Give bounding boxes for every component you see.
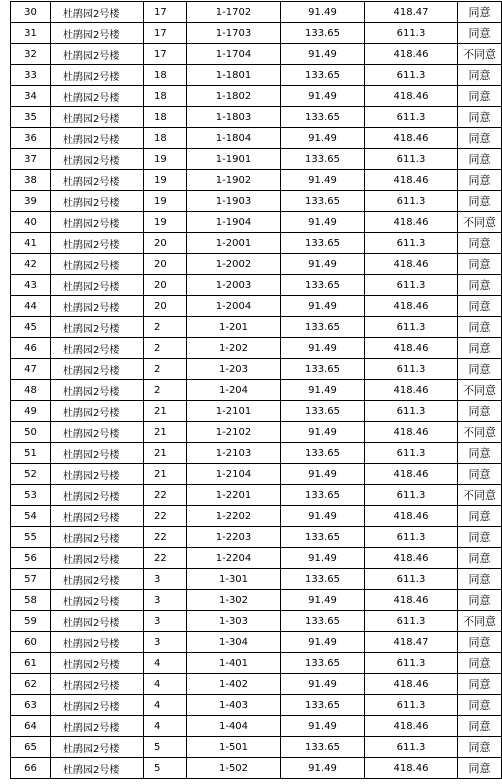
building-cell: 杜鹃园2号楼 [51, 443, 144, 464]
floor-cell: 22 [144, 485, 187, 506]
amount-cell: 418.46 [365, 128, 458, 149]
table-row [11, 275, 502, 296]
floor-cell: 19 [144, 212, 187, 233]
amount-cell: 418.46 [365, 212, 458, 233]
area-cell: 133.65 [281, 653, 365, 674]
floor-cell: 3 [144, 590, 187, 611]
building-cell: 杜鹃园2号楼 [51, 254, 144, 275]
vote-cell: 同意 [458, 170, 502, 191]
floor-cell: 19 [144, 191, 187, 212]
unit-number-cell: 1-201 [187, 317, 281, 338]
table-row [11, 485, 502, 506]
floor-cell: 18 [144, 128, 187, 149]
floor-cell: 22 [144, 527, 187, 548]
building-cell: 杜鹃园2号楼 [51, 65, 144, 86]
row-number-cell: 40 [11, 212, 51, 233]
floor-cell: 18 [144, 65, 187, 86]
floor-cell: 21 [144, 401, 187, 422]
amount-cell: 611.3 [365, 191, 458, 212]
unit-number-cell: 1-1801 [187, 65, 281, 86]
amount-cell: 418.46 [365, 548, 458, 569]
building-cell: 杜鹃园2号楼 [51, 590, 144, 611]
area-cell: 91.49 [281, 212, 365, 233]
area-cell: 133.65 [281, 317, 365, 338]
amount-cell: 418.46 [365, 86, 458, 107]
building-cell: 杜鹃园2号楼 [51, 128, 144, 149]
amount-cell: 418.46 [365, 590, 458, 611]
table-row [11, 422, 502, 443]
unit-number-cell: 1-1902 [187, 170, 281, 191]
vote-cell: 同意 [458, 695, 502, 716]
area-cell: 91.49 [281, 254, 365, 275]
vote-cell: 同意 [458, 191, 502, 212]
vote-cell: 同意 [458, 674, 502, 695]
area-cell: 91.49 [281, 464, 365, 485]
table-row [11, 569, 502, 590]
amount-cell: 611.3 [365, 65, 458, 86]
floor-cell: 2 [144, 338, 187, 359]
unit-number-cell: 1-2002 [187, 254, 281, 275]
vote-cell: 同意 [458, 233, 502, 254]
building-cell: 杜鹃园2号楼 [51, 527, 144, 548]
row-number-cell: 45 [11, 317, 51, 338]
floor-cell: 3 [144, 632, 187, 653]
area-cell: 91.49 [281, 758, 365, 779]
vote-cell: 同意 [458, 653, 502, 674]
row-number-cell: 62 [11, 674, 51, 695]
unit-number-cell: 1-1903 [187, 191, 281, 212]
row-number-cell: 57 [11, 569, 51, 590]
area-cell: 91.49 [281, 422, 365, 443]
floor-cell: 2 [144, 317, 187, 338]
amount-cell: 418.46 [365, 422, 458, 443]
row-number-cell: 46 [11, 338, 51, 359]
floor-cell: 4 [144, 695, 187, 716]
vote-cell: 同意 [458, 506, 502, 527]
area-cell: 91.49 [281, 380, 365, 401]
table-row [11, 527, 502, 548]
area-cell: 91.49 [281, 128, 365, 149]
amount-cell: 418.46 [365, 380, 458, 401]
building-cell: 杜鹃园2号楼 [51, 401, 144, 422]
table-row [11, 506, 502, 527]
vote-cell: 不同意 [458, 44, 502, 65]
floor-cell: 5 [144, 758, 187, 779]
amount-cell: 611.3 [365, 233, 458, 254]
unit-number-cell: 1-303 [187, 611, 281, 632]
building-cell: 杜鹃园2号楼 [51, 275, 144, 296]
vote-cell: 同意 [458, 716, 502, 737]
unit-number-cell: 1-302 [187, 590, 281, 611]
table-row [11, 548, 502, 569]
floor-cell: 20 [144, 275, 187, 296]
area-cell: 133.65 [281, 23, 365, 44]
area-cell: 91.49 [281, 674, 365, 695]
table-row [11, 380, 502, 401]
amount-cell: 611.3 [365, 149, 458, 170]
floor-cell: 4 [144, 653, 187, 674]
unit-number-cell: 1-2104 [187, 464, 281, 485]
unit-number-cell: 1-501 [187, 737, 281, 758]
table-row [11, 464, 502, 485]
building-cell: 杜鹃园2号楼 [51, 569, 144, 590]
building-cell: 杜鹃园2号楼 [51, 506, 144, 527]
floor-cell: 17 [144, 44, 187, 65]
row-number-cell: 44 [11, 296, 51, 317]
floor-cell: 22 [144, 506, 187, 527]
area-cell: 133.65 [281, 233, 365, 254]
amount-cell: 418.46 [365, 170, 458, 191]
amount-cell: 611.3 [365, 653, 458, 674]
row-number-cell: 37 [11, 149, 51, 170]
amount-cell: 611.3 [365, 275, 458, 296]
amount-cell: 611.3 [365, 359, 458, 380]
building-cell: 杜鹃园2号楼 [51, 758, 144, 779]
vote-cell: 同意 [458, 65, 502, 86]
floor-cell: 2 [144, 359, 187, 380]
building-cell: 杜鹃园2号楼 [51, 338, 144, 359]
table-row [11, 23, 502, 44]
amount-cell: 418.46 [365, 296, 458, 317]
table-row [11, 632, 502, 653]
vote-cell: 同意 [458, 23, 502, 44]
unit-number-cell: 1-204 [187, 380, 281, 401]
table-body [11, 2, 502, 779]
row-number-cell: 53 [11, 485, 51, 506]
area-cell: 133.65 [281, 149, 365, 170]
amount-cell: 611.3 [365, 401, 458, 422]
table-row [11, 149, 502, 170]
unit-number-cell: 1-502 [187, 758, 281, 779]
row-number-cell: 66 [11, 758, 51, 779]
floor-cell: 3 [144, 611, 187, 632]
table-row [11, 317, 502, 338]
table-row [11, 758, 502, 779]
unit-number-cell: 1-1904 [187, 212, 281, 233]
vote-cell: 同意 [458, 128, 502, 149]
floor-cell: 20 [144, 296, 187, 317]
area-cell: 133.65 [281, 65, 365, 86]
vote-cell: 不同意 [458, 485, 502, 506]
area-cell: 133.65 [281, 611, 365, 632]
vote-cell: 同意 [458, 2, 502, 23]
row-number-cell: 48 [11, 380, 51, 401]
unit-number-cell: 1-304 [187, 632, 281, 653]
building-cell: 杜鹃园2号楼 [51, 149, 144, 170]
building-cell: 杜鹃园2号楼 [51, 359, 144, 380]
floor-cell: 21 [144, 464, 187, 485]
table-row [11, 254, 502, 275]
floor-cell: 17 [144, 23, 187, 44]
row-number-cell: 39 [11, 191, 51, 212]
amount-cell: 418.46 [365, 506, 458, 527]
vote-cell: 同意 [458, 527, 502, 548]
row-number-cell: 47 [11, 359, 51, 380]
amount-cell: 611.3 [365, 695, 458, 716]
area-cell: 91.49 [281, 44, 365, 65]
amount-cell: 418.46 [365, 758, 458, 779]
amount-cell: 611.3 [365, 611, 458, 632]
building-cell: 杜鹃园2号楼 [51, 464, 144, 485]
vote-cell: 不同意 [458, 611, 502, 632]
table-row [11, 611, 502, 632]
unit-number-cell: 1-2102 [187, 422, 281, 443]
unit-number-cell: 1-401 [187, 653, 281, 674]
vote-cell: 同意 [458, 338, 502, 359]
building-cell: 杜鹃园2号楼 [51, 44, 144, 65]
vote-cell: 同意 [458, 401, 502, 422]
amount-cell: 418.47 [365, 632, 458, 653]
area-cell: 133.65 [281, 443, 365, 464]
amount-cell: 611.3 [365, 443, 458, 464]
area-cell: 133.65 [281, 695, 365, 716]
vote-cell: 同意 [458, 275, 502, 296]
building-cell: 杜鹃园2号楼 [51, 296, 144, 317]
row-number-cell: 30 [11, 2, 51, 23]
table-row [11, 128, 502, 149]
table-row [11, 296, 502, 317]
owner-vote-table [10, 1, 502, 779]
row-number-cell: 43 [11, 275, 51, 296]
vote-cell: 同意 [458, 737, 502, 758]
vote-cell: 同意 [458, 464, 502, 485]
vote-cell: 同意 [458, 86, 502, 107]
unit-number-cell: 1-402 [187, 674, 281, 695]
amount-cell: 418.46 [365, 674, 458, 695]
unit-number-cell: 1-2203 [187, 527, 281, 548]
vote-cell: 同意 [458, 548, 502, 569]
vote-cell: 不同意 [458, 422, 502, 443]
table-row [11, 737, 502, 758]
row-number-cell: 50 [11, 422, 51, 443]
unit-number-cell: 1-203 [187, 359, 281, 380]
building-cell: 杜鹃园2号楼 [51, 107, 144, 128]
vote-cell: 同意 [458, 254, 502, 275]
floor-cell: 21 [144, 443, 187, 464]
amount-cell: 611.3 [365, 23, 458, 44]
vote-cell: 同意 [458, 359, 502, 380]
vote-cell: 同意 [458, 632, 502, 653]
building-cell: 杜鹃园2号楼 [51, 191, 144, 212]
amount-cell: 418.46 [365, 338, 458, 359]
row-number-cell: 51 [11, 443, 51, 464]
vote-cell: 同意 [458, 758, 502, 779]
unit-number-cell: 1-301 [187, 569, 281, 590]
area-cell: 91.49 [281, 170, 365, 191]
unit-number-cell: 1-2003 [187, 275, 281, 296]
vote-cell: 同意 [458, 149, 502, 170]
building-cell: 杜鹃园2号楼 [51, 548, 144, 569]
vote-cell: 同意 [458, 443, 502, 464]
unit-number-cell: 1-1803 [187, 107, 281, 128]
area-cell: 91.49 [281, 590, 365, 611]
row-number-cell: 60 [11, 632, 51, 653]
row-number-cell: 59 [11, 611, 51, 632]
floor-cell: 20 [144, 254, 187, 275]
area-cell: 133.65 [281, 191, 365, 212]
row-number-cell: 32 [11, 44, 51, 65]
row-number-cell: 35 [11, 107, 51, 128]
unit-number-cell: 1-2201 [187, 485, 281, 506]
floor-cell: 22 [144, 548, 187, 569]
floor-cell: 19 [144, 149, 187, 170]
floor-cell: 21 [144, 422, 187, 443]
row-number-cell: 54 [11, 506, 51, 527]
building-cell: 杜鹃园2号楼 [51, 380, 144, 401]
building-cell: 杜鹃园2号楼 [51, 2, 144, 23]
table-row [11, 107, 502, 128]
unit-number-cell: 1-404 [187, 716, 281, 737]
floor-cell: 18 [144, 107, 187, 128]
row-number-cell: 65 [11, 737, 51, 758]
vote-cell: 同意 [458, 317, 502, 338]
floor-cell: 4 [144, 716, 187, 737]
table-row [11, 443, 502, 464]
row-number-cell: 61 [11, 653, 51, 674]
area-cell: 91.49 [281, 632, 365, 653]
row-number-cell: 42 [11, 254, 51, 275]
row-number-cell: 36 [11, 128, 51, 149]
unit-number-cell: 1-2202 [187, 506, 281, 527]
area-cell: 133.65 [281, 485, 365, 506]
vote-cell: 同意 [458, 107, 502, 128]
table-row [11, 233, 502, 254]
row-number-cell: 52 [11, 464, 51, 485]
building-cell: 杜鹃园2号楼 [51, 716, 144, 737]
table-row [11, 191, 502, 212]
unit-number-cell: 1-2004 [187, 296, 281, 317]
building-cell: 杜鹃园2号楼 [51, 737, 144, 758]
row-number-cell: 56 [11, 548, 51, 569]
floor-cell: 4 [144, 674, 187, 695]
area-cell: 133.65 [281, 401, 365, 422]
building-cell: 杜鹃园2号楼 [51, 611, 144, 632]
row-number-cell: 33 [11, 65, 51, 86]
building-cell: 杜鹃园2号楼 [51, 233, 144, 254]
floor-cell: 5 [144, 737, 187, 758]
row-number-cell: 31 [11, 23, 51, 44]
table-row [11, 674, 502, 695]
row-number-cell: 64 [11, 716, 51, 737]
table-row [11, 653, 502, 674]
area-cell: 133.65 [281, 569, 365, 590]
area-cell: 133.65 [281, 107, 365, 128]
table-row [11, 359, 502, 380]
table-row [11, 590, 502, 611]
building-cell: 杜鹃园2号楼 [51, 170, 144, 191]
vote-cell: 同意 [458, 296, 502, 317]
building-cell: 杜鹃园2号楼 [51, 653, 144, 674]
unit-number-cell: 1-1901 [187, 149, 281, 170]
area-cell: 91.49 [281, 716, 365, 737]
amount-cell: 418.46 [365, 44, 458, 65]
table-row [11, 338, 502, 359]
building-cell: 杜鹃园2号楼 [51, 695, 144, 716]
area-cell: 133.65 [281, 275, 365, 296]
building-cell: 杜鹃园2号楼 [51, 674, 144, 695]
floor-cell: 18 [144, 86, 187, 107]
area-cell: 133.65 [281, 527, 365, 548]
building-cell: 杜鹃园2号楼 [51, 86, 144, 107]
unit-number-cell: 1-1704 [187, 44, 281, 65]
area-cell: 91.49 [281, 548, 365, 569]
unit-number-cell: 1-2103 [187, 443, 281, 464]
row-number-cell: 41 [11, 233, 51, 254]
unit-number-cell: 1-2101 [187, 401, 281, 422]
amount-cell: 418.46 [365, 716, 458, 737]
vote-cell: 不同意 [458, 212, 502, 233]
area-cell: 91.49 [281, 86, 365, 107]
unit-number-cell: 1-2204 [187, 548, 281, 569]
table-row [11, 170, 502, 191]
area-cell: 91.49 [281, 2, 365, 23]
row-number-cell: 63 [11, 695, 51, 716]
table-row [11, 44, 502, 65]
unit-number-cell: 1-1802 [187, 86, 281, 107]
floor-cell: 17 [144, 2, 187, 23]
area-cell: 91.49 [281, 296, 365, 317]
table-row [11, 65, 502, 86]
area-cell: 91.49 [281, 506, 365, 527]
amount-cell: 611.3 [365, 107, 458, 128]
table-row [11, 401, 502, 422]
building-cell: 杜鹃园2号楼 [51, 422, 144, 443]
row-number-cell: 58 [11, 590, 51, 611]
row-number-cell: 55 [11, 527, 51, 548]
amount-cell: 611.3 [365, 527, 458, 548]
vote-cell: 不同意 [458, 380, 502, 401]
unit-number-cell: 1-2001 [187, 233, 281, 254]
building-cell: 杜鹃园2号楼 [51, 23, 144, 44]
area-cell: 91.49 [281, 338, 365, 359]
unit-number-cell: 1-202 [187, 338, 281, 359]
floor-cell: 2 [144, 380, 187, 401]
unit-number-cell: 1-403 [187, 695, 281, 716]
vote-cell: 同意 [458, 590, 502, 611]
amount-cell: 611.3 [365, 317, 458, 338]
floor-cell: 19 [144, 170, 187, 191]
amount-cell: 611.3 [365, 485, 458, 506]
table-row [11, 716, 502, 737]
row-number-cell: 34 [11, 86, 51, 107]
unit-number-cell: 1-1703 [187, 23, 281, 44]
building-cell: 杜鹃园2号楼 [51, 212, 144, 233]
building-cell: 杜鹃园2号楼 [51, 632, 144, 653]
row-number-cell: 49 [11, 401, 51, 422]
building-cell: 杜鹃园2号楼 [51, 485, 144, 506]
amount-cell: 418.47 [365, 2, 458, 23]
amount-cell: 418.46 [365, 254, 458, 275]
row-number-cell: 38 [11, 170, 51, 191]
unit-number-cell: 1-1702 [187, 2, 281, 23]
vote-cell: 同意 [458, 569, 502, 590]
amount-cell: 611.3 [365, 569, 458, 590]
table-row [11, 695, 502, 716]
area-cell: 133.65 [281, 359, 365, 380]
amount-cell: 418.46 [365, 464, 458, 485]
table-row [11, 212, 502, 233]
building-cell: 杜鹃园2号楼 [51, 317, 144, 338]
unit-number-cell: 1-1804 [187, 128, 281, 149]
table-row [11, 86, 502, 107]
floor-cell: 3 [144, 569, 187, 590]
table-row [11, 2, 502, 23]
floor-cell: 20 [144, 233, 187, 254]
amount-cell: 611.3 [365, 737, 458, 758]
area-cell: 133.65 [281, 737, 365, 758]
